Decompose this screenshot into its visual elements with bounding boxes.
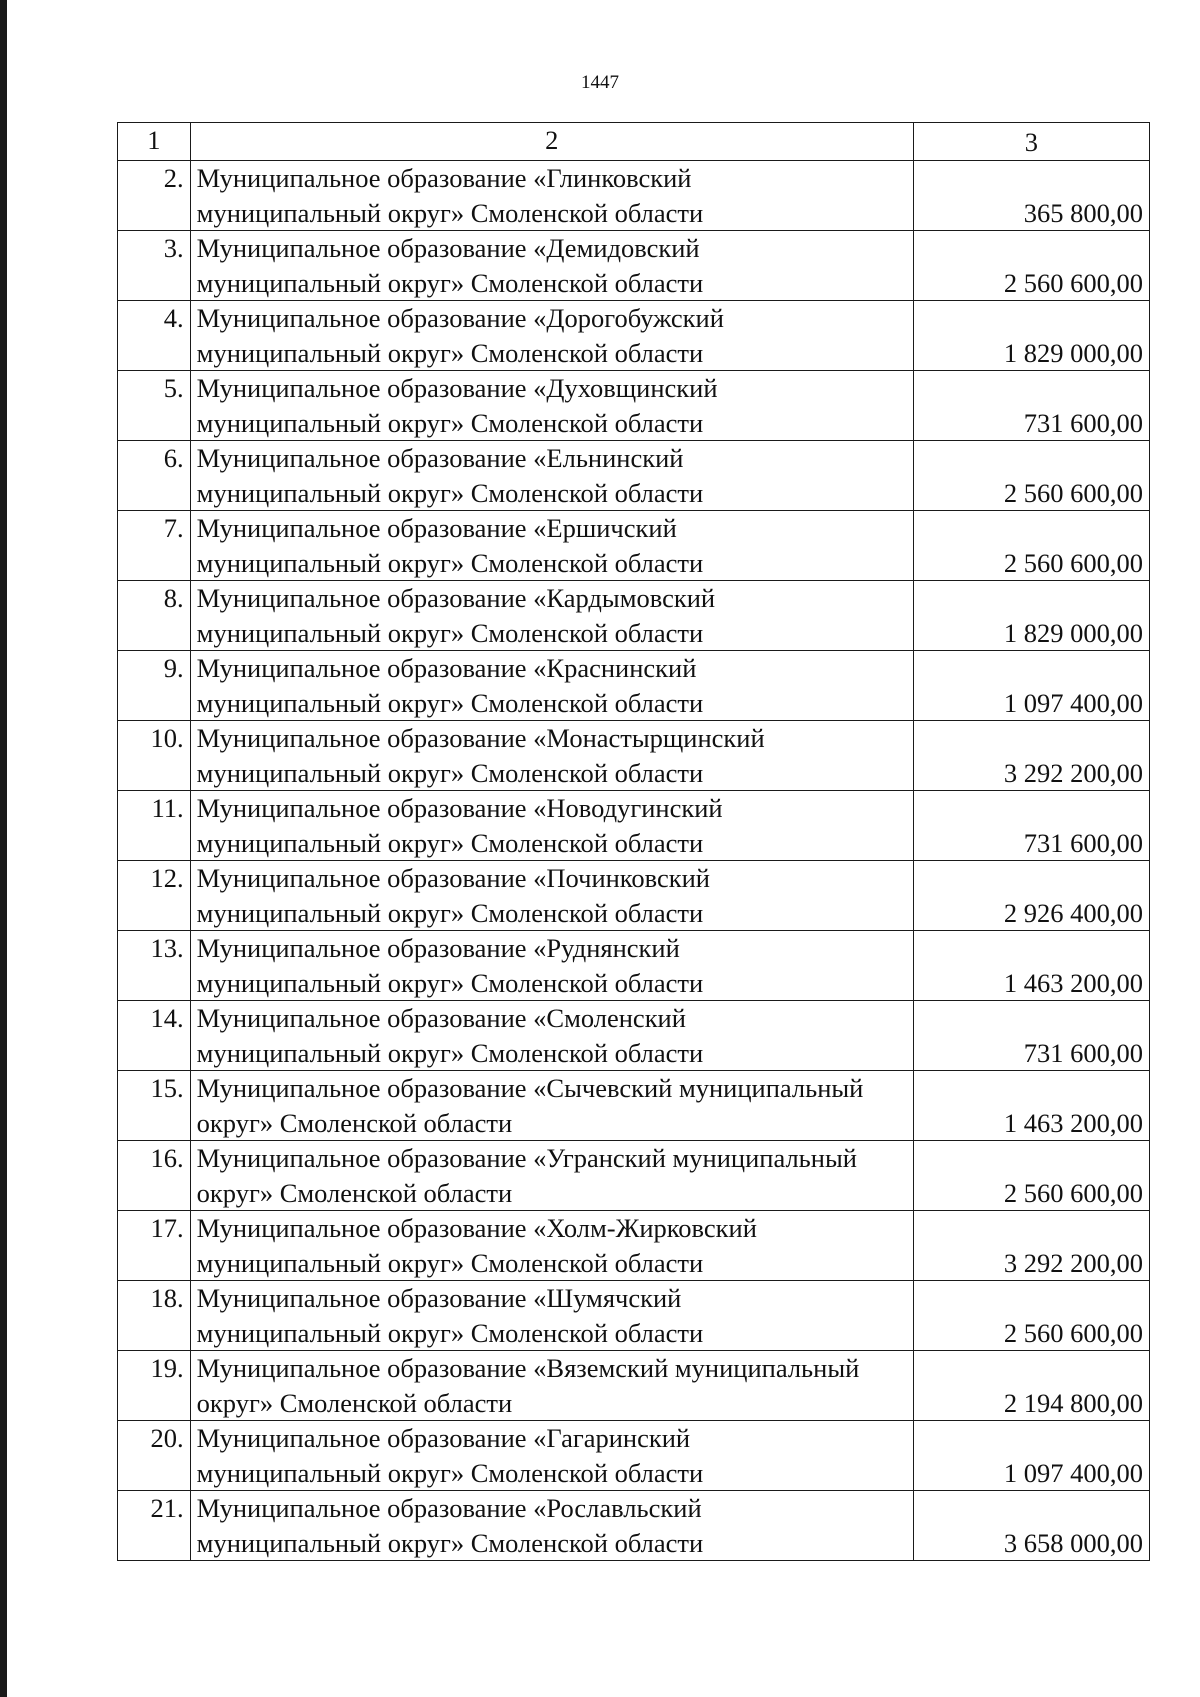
amount: 731 600,00 [913,371,1149,441]
table-row [118,861,1150,931]
municipality-name-line1: Муниципальное образование «Холм-Жирковский [196,1213,757,1243]
scan-edge [0,0,7,1697]
municipality-name [190,371,913,441]
amount: 1 097 400,00 [913,1421,1149,1491]
amount: 1 463 200,00 [913,1071,1149,1141]
municipality-name [190,1141,913,1211]
row-number: 9. [118,651,191,721]
table-row [118,931,1150,1001]
municipality-name-line2: муниципальный округ» Смоленской области [196,547,704,578]
municipality-name-line2: округ» Смоленской области [196,1107,513,1138]
municipality-name [190,1071,913,1141]
row-number: 6. [118,441,191,511]
municipality-name-line1: Муниципальное образование «Смоленский [196,1003,686,1033]
row-number: 19. [118,1351,191,1421]
municipality-name-line1: Муниципальное образование «Вяземский муниципальный [196,1353,860,1383]
municipality-name-line1: Муниципальное образование «Починковский [196,863,710,893]
municipality-name-line2: муниципальный округ» Смоленской области [196,757,704,788]
page-number: 1447 [581,72,619,93]
municipality-name [190,791,913,861]
table-row [118,1351,1150,1421]
row-number: 16. [118,1141,191,1211]
municipality-name-line2: муниципальный округ» Смоленской области [196,1037,704,1068]
amount: 365 800,00 [913,161,1149,231]
row-number: 17. [118,1211,191,1281]
row-number: 13. [118,931,191,1001]
municipality-name-line1: Муниципальное образование «Угранский муниципальный [196,1143,857,1173]
municipality-name-line2: муниципальный округ» Смоленской области [196,1247,704,1278]
amount: 2 560 600,00 [913,1141,1149,1211]
municipality-name-line1: Муниципальное образование «Рославльский [196,1493,702,1523]
table-row [118,1001,1150,1071]
table-row [118,371,1150,441]
amount: 2 560 600,00 [913,231,1149,301]
municipality-name-line1: Муниципальное образование «Ельнинский [196,443,684,473]
municipality-name-line1: Муниципальное образование «Духовщинский [196,373,718,403]
table-row [118,791,1150,861]
municipality-name-line2: муниципальный округ» Смоленской области [196,1527,704,1558]
municipality-name-line2: муниципальный округ» Смоленской области [196,267,704,298]
table-row [118,651,1150,721]
allocation-table [117,122,1150,1561]
row-number: 8. [118,581,191,651]
municipality-name-line1: Муниципальное образование «Сычевский муниципальный [196,1073,864,1103]
table-row [118,581,1150,651]
municipality-name [190,931,913,1001]
amount: 731 600,00 [913,1001,1149,1071]
row-number: 15. [118,1071,191,1141]
header-cell-1: 1 [118,123,191,161]
municipality-name-line2: муниципальный округ» Смоленской области [196,337,704,368]
municipality-name [190,161,913,231]
amount: 731 600,00 [913,791,1149,861]
row-number: 4. [118,301,191,371]
municipality-name [190,1491,913,1561]
municipality-name [190,1001,913,1071]
municipality-name-line1: Муниципальное образование «Гагаринский [196,1423,691,1453]
municipality-name-line1: Муниципальное образование «Монастырщинский [196,723,765,753]
table-row [118,441,1150,511]
amount: 1 463 200,00 [913,931,1149,1001]
table-row [118,1281,1150,1351]
municipality-name-line2: муниципальный округ» Смоленской области [196,687,704,718]
amount: 1 097 400,00 [913,651,1149,721]
municipality-name [190,651,913,721]
municipality-name [190,511,913,581]
municipality-name-line2: муниципальный округ» Смоленской области [196,1317,704,1348]
table-row [118,721,1150,791]
table-row [118,231,1150,301]
municipality-name-line2: муниципальный округ» Смоленской области [196,477,704,508]
table-row [118,1421,1150,1491]
municipality-name-line2: муниципальный округ» Смоленской области [196,407,704,438]
municipality-name-line1: Муниципальное образование «Кардымовский [196,583,716,613]
municipality-name-line2: муниципальный округ» Смоленской области [196,617,704,648]
municipality-name [190,301,913,371]
municipality-name-line2: муниципальный округ» Смоленской области [196,1457,704,1488]
amount: 3 292 200,00 [913,1211,1149,1281]
municipality-name-line1: Муниципальное образование «Краснинский [196,653,697,683]
municipality-name [190,1351,913,1421]
municipality-name-line1: Муниципальное образование «Глинковский [196,163,692,193]
municipality-name [190,1211,913,1281]
table-row [118,1071,1150,1141]
table-header-row [118,123,1150,161]
row-number: 2. [118,161,191,231]
table-row [118,161,1150,231]
municipality-name-line1: Муниципальное образование «Демидовский [196,233,700,263]
header-cell-3: 3 [913,123,1149,161]
amount: 1 829 000,00 [913,581,1149,651]
municipality-name [190,861,913,931]
table-row [118,1491,1150,1561]
municipality-name [190,1281,913,1351]
row-number: 10. [118,721,191,791]
municipality-name-line2: округ» Смоленской области [196,1177,513,1208]
amount: 2 560 600,00 [913,441,1149,511]
row-number: 3. [118,231,191,301]
row-number: 18. [118,1281,191,1351]
row-number: 20. [118,1421,191,1491]
municipality-name-line2: муниципальный округ» Смоленской области [196,827,704,858]
table-row [118,1141,1150,1211]
municipality-name [190,581,913,651]
municipality-name-line2: муниципальный округ» Смоленской области [196,197,704,228]
municipality-name [190,231,913,301]
municipality-name-line2: муниципальный округ» Смоленской области [196,897,704,928]
table-row [118,1211,1150,1281]
amount: 1 829 000,00 [913,301,1149,371]
municipality-name-line1: Муниципальное образование «Ершичский [196,513,677,543]
municipality-name [190,721,913,791]
header-cell-2: 2 [190,123,913,161]
amount: 2 926 400,00 [913,861,1149,931]
table-row [118,511,1150,581]
row-number: 14. [118,1001,191,1071]
row-number: 12. [118,861,191,931]
row-number: 5. [118,371,191,441]
municipality-name-line2: округ» Смоленской области [196,1387,513,1418]
row-number: 7. [118,511,191,581]
municipality-name-line1: Муниципальное образование «Руднянский [196,933,680,963]
table-row [118,301,1150,371]
amount: 2 560 600,00 [913,511,1149,581]
municipality-name-line2: муниципальный округ» Смоленской области [196,967,704,998]
municipality-name-line1: Муниципальное образование «Дорогобужский [196,303,724,333]
amount: 2 194 800,00 [913,1351,1149,1421]
amount: 3 658 000,00 [913,1491,1149,1561]
amount: 3 292 200,00 [913,721,1149,791]
municipality-name [190,1421,913,1491]
municipality-name [190,441,913,511]
amount: 2 560 600,00 [913,1281,1149,1351]
municipality-name-line1: Муниципальное образование «Новодугинский [196,793,723,823]
row-number: 21. [118,1491,191,1561]
row-number: 11. [118,791,191,861]
table-body [118,123,1150,1561]
municipality-name-line1: Муниципальное образование «Шумячский [196,1283,682,1313]
